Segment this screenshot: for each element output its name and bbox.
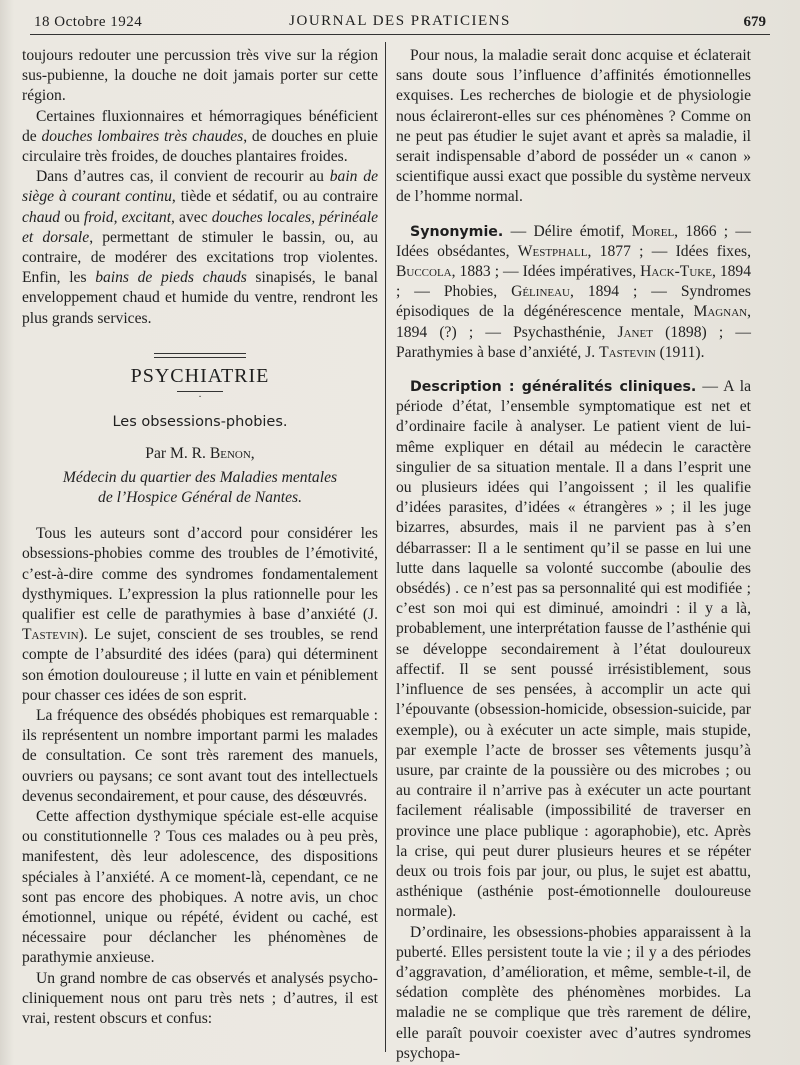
header-journal-title: JOURNAL DES PRATICIENS (289, 13, 511, 29)
paragraph: Cette affection dysthymique spéciale est-elle acquise ou constitutionnelle ? Tous ces malades ou à peu près, manifestent, dès leur adolescence, des dispositions spéciales à l’anxiété. A ce moment-là, cependant, ce ne sont pas encore des phobiques. A notre avis, un choc émotionnel, unique ou répété, évident ou caché, est nécessaire pour déclancher les phénomènes de parathymie anxieuse. (22, 807, 378, 967)
paragraph: Pour nous, la maladie serait donc acquise et éclaterait sans doute sous l’influence d’affinités émotionnelles exquises. Les recherches de biologie et de physiologie nous éclaireront-elles sur ces phénomènes ? Comme on ne peut pas étudier le sujet avant et après sa maladie, il serait indispensable d’abord de posséder un « canon » scientifique aussi exact que possible du système nerveux de l’homme normal. (396, 47, 751, 206)
section-title: PSYCHIATRIE (130, 365, 270, 388)
right-column (396, 46, 751, 1064)
section-separator (154, 353, 246, 359)
description-paragraph: Description : généralités cliniques. — A la période d’état, l’ensemble symptomatique est net et d’ordinaire facile à analyser. Le patient vient de lui-même expliquer en détail au médecin le caractère singulier de sa situation mentale. Il a dans l’esprit une ou plusieurs idées qui l’angoissent ; il les qualifie d’idées parasites, d’idées « étrangères » ; il les juge bizarres, absurdes, mais il ne parvient pas à s’en débarrasser: Il a le sentiment qu’il se passe en lui une lutte dans laquelle sa volonté succombe (aboulie des obsédés) . ce n’est pas sa personnalité qui est modifiée ; c’est son moi qui est diminué, amoindri : il y a là, probablement, une interprétation fausse de l’asthénie qui se développe secondairement à l’état douloureux affectif. Il se sent poussé irrésistiblement, sous l’influence de ses pensées, à accomplir un acte qui l’épouvante (obsession-homicide, obsession-suicide, par exemple), ou à exécuter un acte simple, mais stupide, par exemple l’acte de brosser ses vêtements jusqu’à usure, par crainte de la poussière ou des microbes ; ou au contraire il n’arrive pas à exécuter un acte pourtant facilement réalisable (impossibilité de traverser en province une place publique : agoraphobie), etc. Après la crise, qui peut durer plusieurs heures et se répéter deux ou trois fois par jour, ou plus, le sujet est abattu, asthénique (asthénie post-émotionnelle douloureuse normale). (396, 378, 751, 921)
column-divider (385, 42, 386, 1052)
paragraph: Certaines fluxionnaires et hémorragiques bénéficient de douches lombaires très chaudes, de douches en pluie circulaire très froides, de douches plantaires froides. (22, 107, 378, 166)
article-author: Par M. R. Benon, (145, 444, 255, 462)
paragraph: D’ordinaire, les obsessions-phobies apparaissent à la puberté. Elles persistent toute la vie ; il y a des périodes d’aggravation, d’amélioration, et même, semble-t-il, de sédation complète des phénomènes morbides. La maladie ne se complique que très rarement de délire, elle paraît pouvoir coexister avec d’autres syndromes psychopa- (396, 923, 751, 1062)
header-date: 18 Octobre 1924 (34, 14, 143, 30)
ornament-dot: · (198, 391, 202, 403)
header-page-number: 679 (743, 14, 766, 30)
paragraph: Dans d’autres cas, il convient de recourir au bain de siège à courant continu, tiède et sédatif, ou au contraire chaud ou froid, excitant, avec douches locales, périnéale et dorsale, permettant de stimuler le bassin, ou, au contraire, de modérer des excitations trop violentes. Enfin, les bains de pieds chauds sinapisés, le banal enveloppement chaud et humide du ventre, rendront les plus grands services. (22, 168, 379, 327)
left-column (22, 46, 378, 1029)
description-heading: Description : généralités cliniques. (410, 379, 697, 396)
article-title: Les obsessions-phobies. (112, 413, 288, 430)
paragraph: La fréquence des obsédés phobiques est remarquable : ils représentent un nombre important parmi les malades de consultation. Ce sont très rarement des manuels, ouvriers ou paysans; ce sont avant tout des intellectuels devenus secondairement, et pour cause, des désœuvrés. (22, 706, 378, 805)
paragraph: toujours redouter une percussion très vive sur la région sus-pubienne, la douche ne doit jamais porter sur cette région. (22, 47, 378, 105)
synonymy-paragraph: Synonymie. — Délire émotif, Morel, 1866 ; — Idées obsédantes, Westphall, 1877 ; — Idées fixes, Buccola, 1883 ; — Idées impératives, Hack-Tuke, 1894 ; — Phobies, Gélineau, 1894 ; — Syndromes épisodiques de la dégénérescence mentale, Magnan, 1894 (?) ; — Psychasthénie, Janet (1898) ; — Parathymies à base d’anxiété, J. Tastevin (1911). (396, 222, 752, 361)
running-header (30, 12, 770, 35)
paragraph: Un grand nombre de cas observés et analysés psycho-cliniquement nous ont paru très nets ; d’autres, il est vrai, restent obscurs et confus: (22, 969, 378, 1028)
author-affiliation: Médecin du quartier des Maladies mentales de l’Hospice Général de Nantes. (62, 469, 338, 507)
paragraph: Tous les auteurs sont d’accord pour considérer les obsessions-phobies comme des troubles de l’émotivité, c’est-à-dire comme des syndromes fondamentalement dysthymiques. L’expression la plus rationnelle pour les qualifier est celle de parathymies à base d’anxiété (J. Tastevin). Le sujet, conscient de ses troubles, se rend compte de l’absurdité des idées (para) qui déterminent son émotion douloureuse ; il lutte en vain et péniblement pour chasser ces idées de son esprit. (22, 525, 378, 704)
synonymy-heading: Synonymie. (410, 223, 504, 240)
